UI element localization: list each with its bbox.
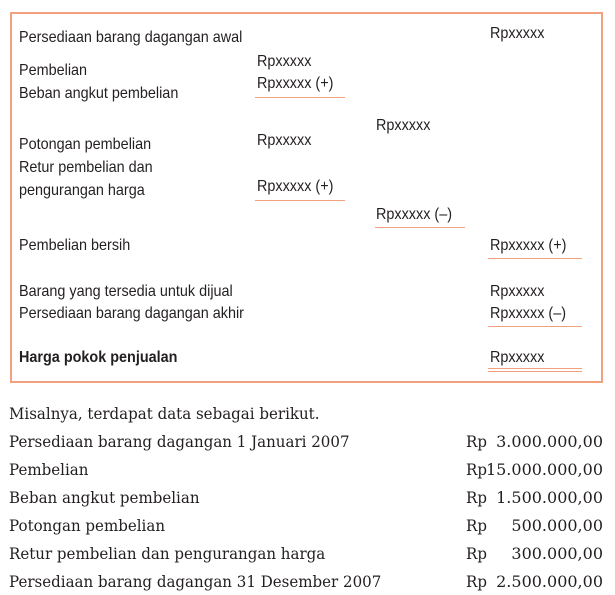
row-value: Rpxxxxx (+) bbox=[257, 75, 334, 92]
example-amount: 300.000,00 bbox=[511, 544, 603, 563]
example-currency: Rp bbox=[466, 544, 487, 563]
underline bbox=[255, 200, 345, 201]
row-value: Rpxxxxx (+) bbox=[490, 237, 567, 254]
row-label: Retur pembelian dan bbox=[19, 159, 153, 176]
underline bbox=[255, 97, 345, 98]
double-underline-bottom bbox=[488, 371, 582, 372]
row-value: Rpxxxxx (–) bbox=[490, 305, 567, 322]
example-amount: 1.500.000,00 bbox=[496, 488, 603, 507]
row-label: pengurangan harga bbox=[19, 182, 145, 199]
example-amount: 2.500.000,00 bbox=[496, 572, 603, 591]
example-currency: Rp bbox=[466, 432, 487, 451]
example-label: Potongan pembelian bbox=[9, 516, 166, 535]
row-value: Rpxxxxx bbox=[490, 25, 545, 42]
row-label: Barang yang tersedia untuk dijual bbox=[19, 283, 233, 300]
row-label: Pembelian bbox=[19, 62, 88, 79]
example-amount: 500.000,00 bbox=[511, 516, 603, 535]
example-label: Pembelian bbox=[9, 460, 89, 479]
underline bbox=[488, 258, 582, 259]
example-currency: Rp bbox=[466, 488, 487, 507]
row-label: Beban angkut pembelian bbox=[19, 85, 179, 102]
row-label: Pembelian bersih bbox=[19, 237, 131, 254]
example-label: Beban angkut pembelian bbox=[9, 488, 200, 507]
example-currency: Rp bbox=[466, 516, 487, 535]
example-intro: Misalnya, terdapat data sebagai berikut. bbox=[9, 404, 320, 423]
example-currency: Rp bbox=[466, 572, 487, 591]
underline bbox=[375, 227, 465, 228]
row-label: Persediaan barang dagangan akhir bbox=[19, 305, 244, 322]
row-value: Rpxxxxx bbox=[257, 132, 312, 149]
example-label: Persediaan barang dagangan 1 Januari 2007 bbox=[9, 432, 350, 451]
double-underline-top bbox=[488, 368, 582, 369]
row-label-total: Harga pokok penjualan bbox=[19, 349, 178, 366]
example-label: Persediaan barang dagangan 31 Desember 2007 bbox=[9, 572, 382, 591]
row-value: Rpxxxxx bbox=[490, 283, 545, 300]
example-amount: 15.000.000,00 bbox=[485, 460, 603, 479]
example-amount: 3.000.000,00 bbox=[496, 432, 603, 451]
example-currency: Rp bbox=[466, 460, 487, 479]
row-value: Rpxxxxx (–) bbox=[376, 206, 453, 223]
row-label: Potongan pembelian bbox=[19, 136, 152, 153]
underline bbox=[488, 326, 582, 327]
row-value: Rpxxxxx (+) bbox=[257, 178, 334, 195]
example-label: Retur pembelian dan pengurangan harga bbox=[9, 544, 326, 563]
row-value-total: Rpxxxxx bbox=[490, 349, 545, 366]
row-label: Persediaan barang dagangan awal bbox=[19, 29, 243, 46]
row-value: Rpxxxxx bbox=[376, 117, 431, 134]
row-value: Rpxxxxx bbox=[257, 53, 312, 70]
